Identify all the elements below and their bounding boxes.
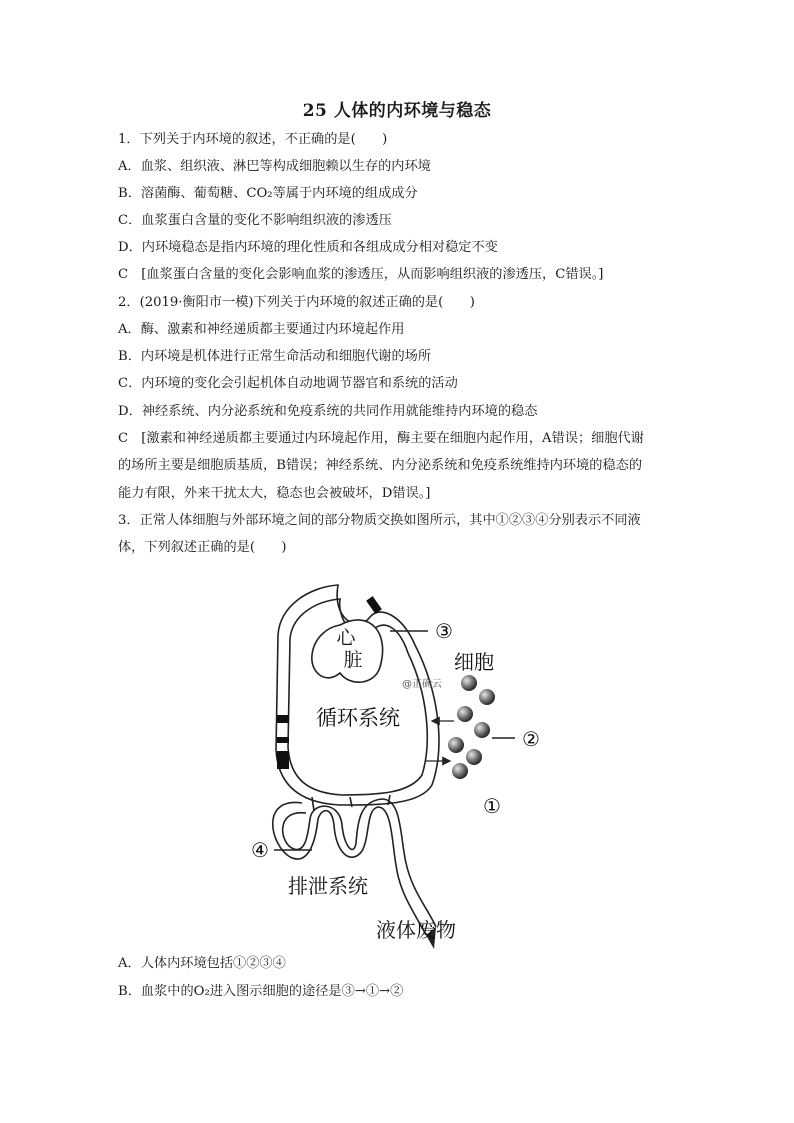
q2-option-c: C．内环境的变化会引起机体自动地调节器官和系统的活动 xyxy=(118,376,458,391)
cell xyxy=(474,722,490,738)
q3-stem-line-1: 3．正常人体细胞与外部环境之间的部分物质交换如图所示，其中①②③④分别表示不同液 xyxy=(118,513,641,528)
waste-label: 液体废物 xyxy=(376,918,456,942)
cell xyxy=(466,749,482,765)
q2-option-d: D．神经系统、内分泌系统和免疫系统的共同作用就能维持内环境的稳态 xyxy=(118,404,538,419)
q3-option-b: B．血浆中的O₂进入图示细胞的途径是③→①→② xyxy=(118,984,404,999)
q1-option-a: A．血浆、组织液、淋巴等构成细胞赖以生存的内环境 xyxy=(118,159,431,174)
label-3: ③ xyxy=(435,619,453,643)
cell xyxy=(479,689,495,705)
cell-cluster xyxy=(448,675,495,779)
q1-option-c: C．血浆蛋白含量的变化不影响组织液的渗透压 xyxy=(118,213,392,228)
q3-option-a: A．人体内环境包括①②③④ xyxy=(118,956,286,971)
label-4: ④ xyxy=(251,838,269,862)
cell xyxy=(457,706,473,722)
excretory-tubules xyxy=(273,795,436,935)
heart-label-top: 心 xyxy=(336,627,356,649)
cells-label: 细胞 xyxy=(454,650,494,674)
label-2: ② xyxy=(522,727,540,751)
q2-answer-line-3: 能力有限，外来干扰太大，稳态也会被破坏，D错误。] xyxy=(118,486,431,501)
circulatory-vessel xyxy=(276,585,439,805)
q2-answer-line-2: 的场所主要是细胞质基质，B错误；神经系统、内分泌系统和免疫系统维持内环境的稳态的 xyxy=(118,458,642,473)
q1-stem: 1．下列关于内环境的叙述，不正确的是( ) xyxy=(118,132,388,147)
cell xyxy=(461,675,477,691)
q2-stem: 2．(2019·衡阳市一模)下列关于内环境的叙述正确的是( ) xyxy=(118,295,475,310)
q2-option-a: A．酶、激素和神经递质都主要通过内环境起作用 xyxy=(118,322,405,337)
excretory-label: 排泄系统 xyxy=(288,874,368,898)
heart-label-bottom: 脏 xyxy=(343,649,363,671)
q1-option-b: B．溶菌酶、葡萄糖、CO₂等属于内环境的组成成分 xyxy=(118,186,418,201)
body-fluid-diagram xyxy=(240,575,560,955)
q2-option-b: B．内环境是机体进行正常生命活动和细胞代谢的场所 xyxy=(118,349,432,364)
cell xyxy=(452,763,468,779)
circulatory-label: 循环系统 xyxy=(316,706,400,730)
page-title: 25 人体的内环境与稳态 xyxy=(302,101,492,121)
q1-answer: C [血浆蛋白含量的变化会影响血浆的渗透压，从而影响组织液的渗透压，C错误。] xyxy=(118,267,604,282)
watermark: @正确云 xyxy=(402,679,442,690)
q3-stem-line-2: 体，下列叙述正确的是( ) xyxy=(118,540,287,555)
label-1: ① xyxy=(483,794,501,818)
heart xyxy=(312,620,383,682)
q1-option-d: D．内环境稳态是指内环境的理化性质和各组成成分相对稳定不变 xyxy=(118,240,498,255)
q2-answer-line-1: C [激素和神经递质都主要通过内环境起作用，酶主要在细胞内起作用，A错误；细胞代谢 xyxy=(118,431,644,446)
cell xyxy=(448,737,464,753)
